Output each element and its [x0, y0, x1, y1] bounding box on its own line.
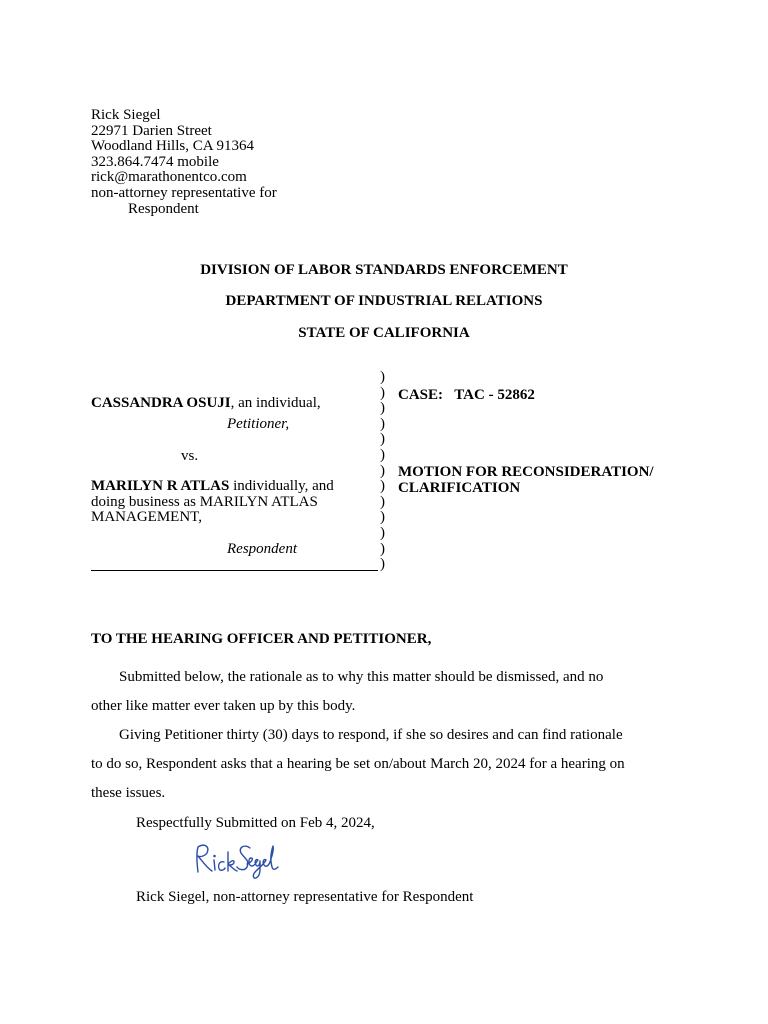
respondent-role: Respondent [227, 541, 297, 557]
paragraph-line: to do so, Respondent asks that a hearing be set on/about March 20, 2024 for a hearing on [91, 756, 625, 772]
versus-label: vs. [181, 448, 199, 464]
closing-line: Respectfully Submitted on Feb 4, 2024, [136, 815, 375, 831]
state-title: STATE OF CALIFORNIA [298, 325, 470, 341]
paren: ) [380, 509, 385, 526]
signature-block: Rick Siegel, non-attorney representative for Respondent [136, 889, 474, 905]
case-line [398, 387, 535, 404]
paren: ) [380, 431, 385, 448]
department-title: DEPARTMENT OF INDUSTRIAL RELATIONS [225, 293, 543, 309]
header-line: 22971 Darien Street [91, 122, 212, 139]
respondent-description: MANAGEMENT, [91, 509, 202, 526]
paragraph-line: these issues. [91, 785, 166, 801]
paren: ) [380, 478, 385, 495]
case-label: CASE: [398, 387, 444, 403]
paren: ) [380, 462, 385, 479]
motion-title-line: MOTION FOR RECONSIDERATION/ [398, 464, 654, 480]
salutation: TO THE HEARING OFFICER AND PETITIONER, [91, 631, 432, 647]
header-line: non-attorney representative for [91, 184, 277, 201]
return-address [91, 108, 277, 217]
header-line: Rick Siegel [91, 107, 161, 123]
header-line: rick@marathonentco.com [91, 169, 247, 186]
paren: ) [380, 556, 385, 573]
caption-underline [91, 570, 378, 571]
paren: ) [380, 369, 385, 385]
paren: ) [380, 384, 385, 401]
caption-parentheses [380, 370, 385, 573]
paren: ) [380, 415, 385, 432]
paragraph-line: Giving Petitioner thirty (30) days to respond, if she so desires and can find rationale [119, 727, 623, 743]
paren: ) [380, 400, 385, 417]
paren: ) [380, 524, 385, 541]
petitioner-line [91, 395, 321, 412]
paragraph-line: other like matter ever taken up by this body. [91, 698, 356, 714]
header-line: Respondent [128, 200, 199, 217]
petitioner-description: , an individual, [230, 395, 321, 411]
paren: ) [380, 493, 385, 510]
paragraph-line: Submitted below, the rationale as to why this matter should be dismissed, and no [119, 669, 604, 685]
respondent-name: MARILYN R ATLAS [91, 478, 230, 494]
signature-image [190, 838, 280, 882]
case-number: TAC - 52862 [454, 387, 535, 403]
paren: ) [380, 446, 385, 463]
motion-title-line: CLARIFICATION [398, 480, 521, 496]
paren: ) [380, 540, 385, 557]
header-line: 323.864.7474 mobile [91, 153, 219, 170]
respondent-block [91, 479, 334, 526]
respondent-description: individually, and [229, 478, 334, 494]
motion-title [398, 464, 654, 496]
petitioner-role: Petitioner, [227, 416, 290, 432]
header-line: Woodland Hills, CA 91364 [91, 138, 254, 155]
agency-title: DIVISION OF LABOR STANDARDS ENFORCEMENT [200, 262, 568, 278]
respondent-description: doing business as MARILYN ATLAS [91, 493, 318, 510]
petitioner-name: CASSANDRA OSUJI [91, 395, 231, 411]
